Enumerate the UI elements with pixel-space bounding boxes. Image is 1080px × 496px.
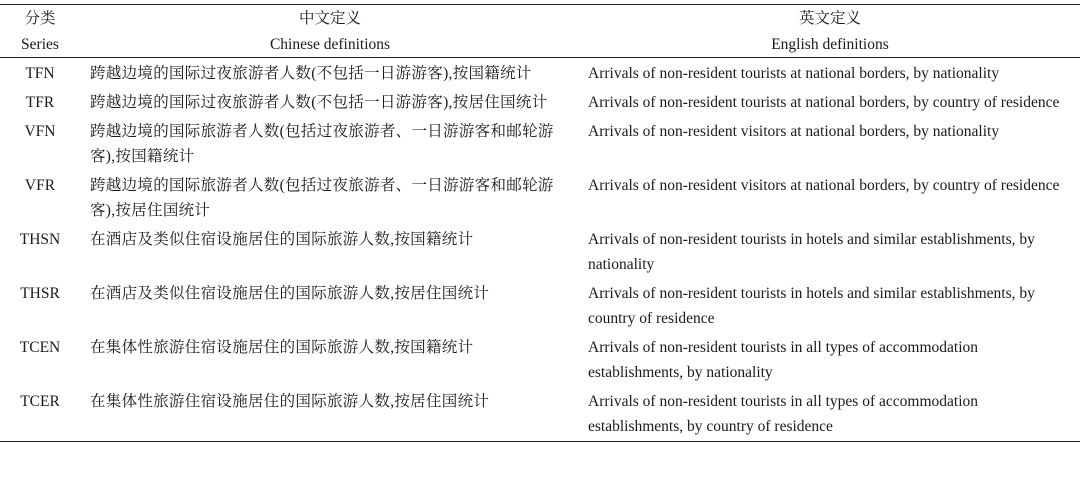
header-series-zh: 分类	[0, 5, 80, 32]
header-english-en: English definitions	[580, 31, 1080, 58]
header-series-en: Series	[0, 31, 80, 58]
english-definition: Arrivals of non-resident tourists in all types of accommodation establishments, by nationality	[588, 339, 978, 381]
chinese-definition: 在酒店及类似住宿设施居住的国际旅游人数,按国籍统计	[90, 231, 474, 248]
table-row	[0, 279, 1080, 333]
english-definition: Arrivals of non-resident tourists at national borders, by country of residence	[588, 94, 1060, 111]
table-row	[0, 333, 1080, 387]
chinese-definition: 跨越边境的国际过夜旅游者人数(不包括一日游游客),按居住国统计	[90, 94, 548, 111]
english-definition: Arrivals of non-resident tourists in hotels and similar establishments, by nationality	[588, 231, 1035, 273]
series-code: THSR	[20, 285, 60, 302]
series-code: TCEN	[19, 339, 61, 356]
chinese-definition: 跨越边境的国际过夜旅游者人数(不包括一日游游客),按国籍统计	[90, 65, 532, 82]
table-row	[0, 117, 1080, 171]
chinese-definition: 在集体性旅游住宿设施居住的国际旅游人数,按国籍统计	[90, 339, 474, 356]
header-chinese-en: Chinese definitions	[80, 31, 580, 58]
table-body	[0, 58, 1080, 442]
chinese-definition: 跨越边境的国际旅游者人数(包括过夜旅游者、一日游游客和邮轮游客),按居住国统计	[90, 177, 554, 219]
series-code: VFR	[24, 177, 56, 194]
chinese-definition: 在集体性旅游住宿设施居住的国际旅游人数,按居住国统计	[80, 387, 580, 442]
series-code: TFR	[25, 94, 55, 111]
series-code: VFN	[24, 123, 56, 140]
english-definition: Arrivals of non-resident tourists in all types of accommodation establishments, by country of residence	[580, 387, 1080, 442]
chinese-definition: 在酒店及类似住宿设施居住的国际旅游人数,按居住国统计	[90, 285, 490, 302]
english-definition: Arrivals of non-resident visitors at national borders, by nationality	[588, 123, 1000, 140]
table-header	[0, 5, 1080, 58]
definitions-table	[0, 4, 1080, 442]
table-row	[0, 88, 1080, 117]
english-definition: Arrivals of non-resident visitors at national borders, by country of residence	[588, 177, 1060, 194]
table-row	[0, 58, 1080, 89]
table-row	[0, 171, 1080, 225]
series-code: TCER	[0, 387, 80, 442]
series-code: TFN	[25, 65, 55, 82]
chinese-definition: 跨越边境的国际旅游者人数(包括过夜旅游者、一日游游客和邮轮游客),按国籍统计	[90, 123, 554, 165]
english-definition: Arrivals of non-resident tourists in hotels and similar establishments, by country of residence	[588, 285, 1035, 327]
header-english-zh: 英文定义	[580, 5, 1080, 32]
series-code: THSN	[19, 231, 61, 248]
english-definition: Arrivals of non-resident tourists at national borders, by nationality	[588, 65, 1000, 82]
header-chinese-zh: 中文定义	[80, 5, 580, 32]
table-row	[0, 387, 1080, 442]
table-row	[0, 225, 1080, 279]
